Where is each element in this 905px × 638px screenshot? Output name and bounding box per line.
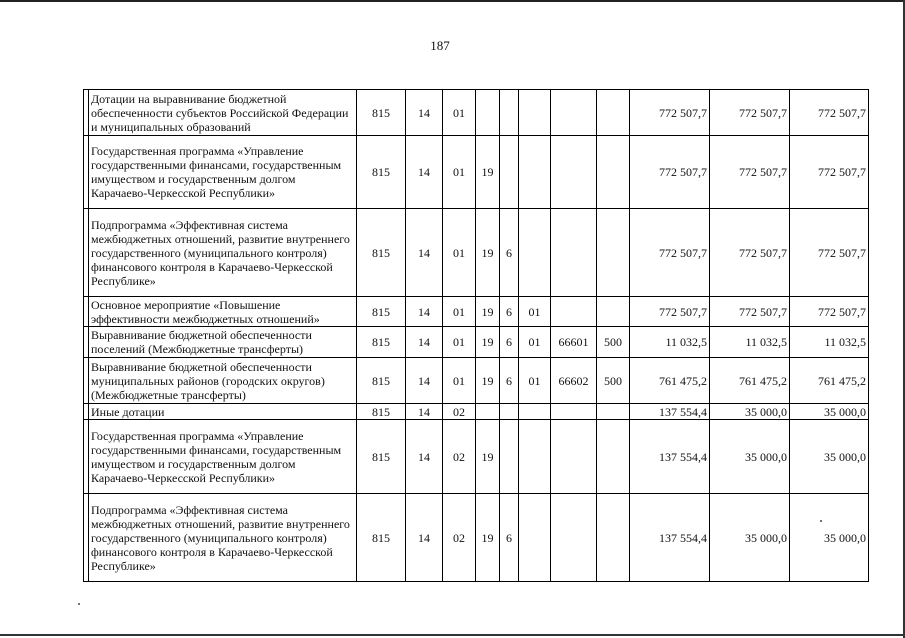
code-cell: 19 — [476, 136, 500, 209]
code-cell: 01 — [519, 358, 551, 404]
code-cell — [551, 136, 597, 209]
table-row — [84, 358, 869, 404]
code-cell: 14 — [406, 358, 443, 404]
row-name: Подпрограмма «Эффективная система межбюджетных отношений, развитие внутреннего государственного (муниципального контроля) финансового контроля в Карачаево-Черкесской Республике» — [89, 494, 357, 582]
code-cell — [500, 90, 519, 136]
code-cell — [519, 209, 551, 297]
page-number: 187 — [430, 38, 450, 53]
code-cell: 01 — [443, 209, 476, 297]
scan-border-bottom — [0, 634, 905, 636]
amount-cell: 772 507,7 — [790, 209, 869, 297]
code-cell: 19 — [476, 209, 500, 297]
code-cell: 14 — [406, 136, 443, 209]
code-cell — [519, 494, 551, 582]
code-cell: 01 — [443, 327, 476, 358]
code-cell: 19 — [476, 494, 500, 582]
code-cell — [500, 420, 519, 494]
code-cell: 01 — [443, 358, 476, 404]
code-cell: 02 — [443, 404, 476, 420]
code-cell — [519, 420, 551, 494]
amount-cell: 137 554,4 — [630, 494, 710, 582]
code-cell: 14 — [406, 420, 443, 494]
code-cell: 815 — [357, 136, 406, 209]
code-cell: 815 — [357, 404, 406, 420]
amount-cell: 137 554,4 — [630, 404, 710, 420]
code-cell — [551, 420, 597, 494]
code-cell — [597, 297, 630, 327]
table-row — [84, 327, 869, 358]
amount-cell: 35 000,0 — [710, 420, 790, 494]
code-cell: 02 — [443, 494, 476, 582]
code-cell: 14 — [406, 90, 443, 136]
amount-cell: 11 032,5 — [630, 327, 710, 358]
row-name: Подпрограмма «Эффективная система межбюджетных отношений, развитие внутреннего государственного (муниципального контроля) финансового контроля в Карачаево-Черкесской Республике» — [89, 209, 357, 297]
table-row — [84, 209, 869, 297]
row-name: Выравнивание бюджетной обеспеченности поселений (Межбюджетные трансферты) — [89, 327, 357, 358]
code-cell: 19 — [476, 297, 500, 327]
code-cell — [551, 297, 597, 327]
code-cell — [597, 209, 630, 297]
amount-cell: 761 475,2 — [790, 358, 869, 404]
code-cell: 815 — [357, 327, 406, 358]
amount-cell: 772 507,7 — [790, 90, 869, 136]
amount-cell: 772 507,7 — [790, 136, 869, 209]
code-cell — [519, 404, 551, 420]
code-cell — [597, 494, 630, 582]
row-name: Основное мероприятие «Повышение эффективности межбюджетных отношений» — [89, 297, 357, 327]
code-cell: 01 — [443, 136, 476, 209]
code-cell: 14 — [406, 297, 443, 327]
row-name: Государственная программа «Управление государственными финансами, государственным имуществом и государственным долгом Карачаево-Черкесской Республики» — [89, 136, 357, 209]
budget-table — [83, 89, 869, 582]
code-cell: 815 — [357, 90, 406, 136]
amount-cell: 772 507,7 — [630, 209, 710, 297]
code-cell: 6 — [500, 494, 519, 582]
scan-speck — [78, 603, 80, 605]
code-cell: 815 — [357, 494, 406, 582]
amount-cell: 772 507,7 — [630, 297, 710, 327]
amount-cell: 772 507,7 — [790, 297, 869, 327]
amount-cell: 35 000,0 — [710, 404, 790, 420]
code-cell — [519, 90, 551, 136]
code-cell: 815 — [357, 358, 406, 404]
table-body — [84, 90, 869, 582]
amount-cell: 35 000,0 — [790, 420, 869, 494]
code-cell: 01 — [519, 327, 551, 358]
code-cell: 01 — [443, 297, 476, 327]
row-name: Государственная программа «Управление государственными финансами, государственным имуществом и государственным долгом Карачаево-Черкесской Республики» — [89, 420, 357, 494]
code-cell: 14 — [406, 404, 443, 420]
scan-border-top — [0, 0, 905, 2]
amount-cell: 35 000,0 — [710, 494, 790, 582]
code-cell: 6 — [500, 297, 519, 327]
code-cell: 815 — [357, 209, 406, 297]
table-row — [84, 90, 869, 136]
code-cell: 6 — [500, 358, 519, 404]
row-name: Выравнивание бюджетной обеспеченности муниципальных районов (городских округов) (Межбюджетные трансферты) — [89, 358, 357, 404]
table-row — [84, 404, 869, 420]
amount-cell: 11 032,5 — [790, 327, 869, 358]
code-cell — [551, 494, 597, 582]
amount-cell: 772 507,7 — [710, 136, 790, 209]
code-cell: 14 — [406, 327, 443, 358]
code-cell: 6 — [500, 327, 519, 358]
amount-cell: 11 032,5 — [710, 327, 790, 358]
code-cell — [597, 136, 630, 209]
code-cell — [519, 136, 551, 209]
code-cell — [500, 404, 519, 420]
amount-cell: 772 507,7 — [710, 297, 790, 327]
amount-cell: 772 507,7 — [630, 136, 710, 209]
amount-cell: 35 000,0 — [790, 494, 869, 582]
code-cell: 19 — [476, 420, 500, 494]
scan-speck — [820, 520, 822, 522]
code-cell: 19 — [476, 327, 500, 358]
code-cell — [551, 90, 597, 136]
code-cell: 815 — [357, 420, 406, 494]
amount-cell: 761 475,2 — [630, 358, 710, 404]
code-cell: 66602 — [551, 358, 597, 404]
code-cell: 815 — [357, 297, 406, 327]
amount-cell: 761 475,2 — [710, 358, 790, 404]
code-cell — [597, 90, 630, 136]
code-cell — [500, 136, 519, 209]
code-cell — [551, 209, 597, 297]
code-cell — [597, 420, 630, 494]
code-cell — [597, 404, 630, 420]
amount-cell: 772 507,7 — [710, 90, 790, 136]
table-row — [84, 136, 869, 209]
table-row — [84, 297, 869, 327]
code-cell: 14 — [406, 209, 443, 297]
row-name: Иные дотации — [89, 404, 357, 420]
code-cell — [476, 90, 500, 136]
code-cell: 6 — [500, 209, 519, 297]
code-cell: 500 — [597, 358, 630, 404]
table-row — [84, 494, 869, 582]
code-cell — [476, 404, 500, 420]
amount-cell: 772 507,7 — [710, 209, 790, 297]
amount-cell: 35 000,0 — [790, 404, 869, 420]
row-name: Дотации на выравнивание бюджетной обеспеченности субъектов Российской Федерации и муниципальных образований — [89, 90, 357, 136]
amount-cell: 137 554,4 — [630, 420, 710, 494]
code-cell — [551, 404, 597, 420]
code-cell: 01 — [519, 297, 551, 327]
code-cell: 14 — [406, 494, 443, 582]
amount-cell: 772 507,7 — [630, 90, 710, 136]
code-cell: 500 — [597, 327, 630, 358]
table-row — [84, 420, 869, 494]
code-cell: 01 — [443, 90, 476, 136]
code-cell: 19 — [476, 358, 500, 404]
code-cell: 02 — [443, 420, 476, 494]
code-cell: 66601 — [551, 327, 597, 358]
